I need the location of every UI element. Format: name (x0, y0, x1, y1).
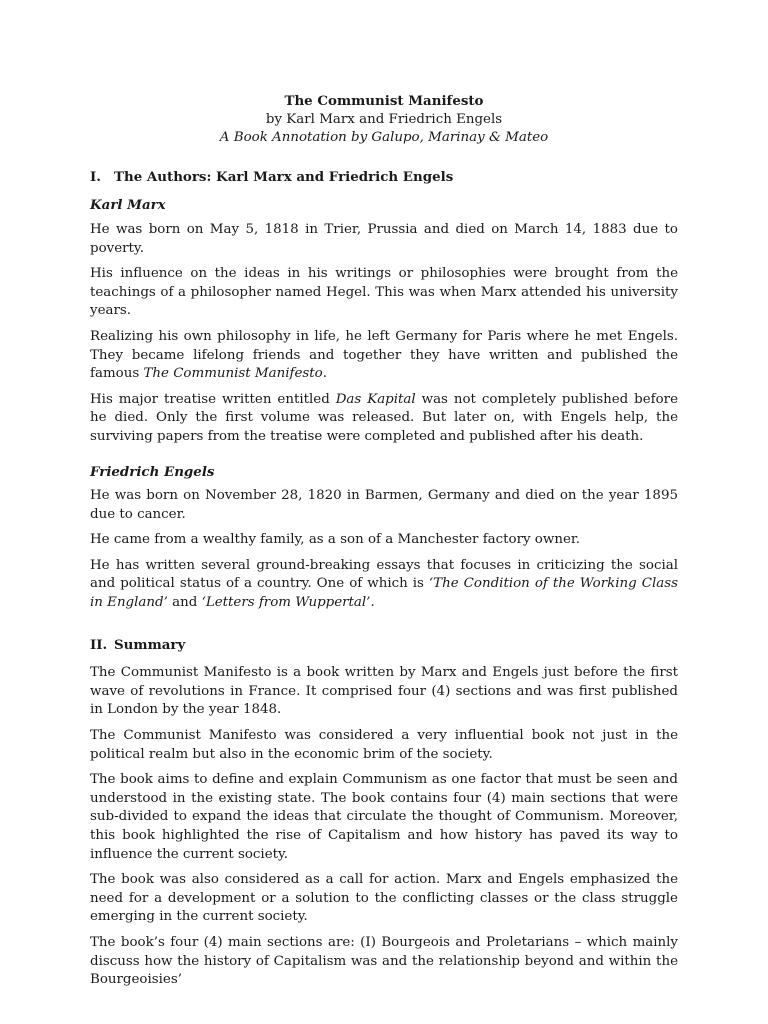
marx-p3-end: . (322, 366, 327, 382)
engels-p3-and: and (167, 595, 202, 611)
engels-subheading: Friedrich Engels (90, 463, 215, 480)
marx-p3-text: Realizing his own philosophy in life, he left Germany for Paris where he met Engels. They became lifelong friends and together they have written and published the famous (90, 328, 678, 382)
marx-p4-end: was not completely published before he died. Only the first volume was released. But later on, with Engels help, the surviving papers from the treatise were completed and published after his death. (90, 391, 678, 444)
marx-paragraph-1: He was born on May 5, 1818 in Trier, Prussia and died on March 14, 1883 due to poverty. (90, 221, 678, 256)
marx-p3-book-title: The Communist Manifesto (143, 366, 323, 382)
marx-p4-text: His major treatise written entitled (90, 391, 336, 407)
document-subtitle: by Karl Marx and Friedrich Engels (265, 111, 503, 127)
document-title: The Communist Manifesto (284, 93, 484, 109)
engels-paragraph-3 (90, 557, 678, 613)
section-1-number: I. (90, 168, 101, 185)
section-1-heading (90, 168, 678, 187)
summary-paragraph-1: The Communist Manifesto is a book written by Marx and Engels just before the first wave of revolutions in France. It comprised four (4) sections and was first published in London by the year 1848. (90, 665, 678, 718)
marx-p4-book-title: Das Kapital (335, 391, 416, 407)
section-2-title: Summary (114, 636, 186, 653)
marx-paragraph-2: His influence on the ideas in his writings or philosophies were brought from the teachings of a philosopher named Hegel. This was when Marx attended his university years. (90, 266, 678, 319)
engels-p3-essay-2: ‘Letters from Wuppertal’ (201, 595, 371, 611)
engels-p3-essay-1: ‘The Condition of the Working Class in England’ (90, 576, 678, 611)
marx-paragraph-4 (90, 391, 678, 447)
engels-paragraph-1: He was born on November 28, 1820 in Barmen, Germany and died on the year 1895 due to cancer. (90, 488, 678, 522)
section-1-title: The Authors: Karl Marx and Friedrich Engels (114, 168, 454, 185)
spacer (90, 454, 678, 463)
summary-paragraph-2: The Communist Manifesto was considered a very influential book not just in the political realm but also in the economic brim of the society. (90, 728, 678, 762)
summary-paragraph-3: The book aims to define and explain Communism as one factor that must be seen and understood in the existing state. The book contains four (4) main sections that were sub-divided to expand the ideas that circulate the thought of Communism. Moreover, this book highlighted the rise of Capitalism and how history has paved its way to influence the current society. (90, 772, 678, 862)
summary-paragraph-4: The book was also considered as a call for action. Marx and Engels emphasized the need for a development or a solution to the conflicting classes or the class struggle emerging in the current society. (90, 872, 678, 925)
marx-paragraph-3 (90, 328, 678, 384)
engels-p3-end: . (370, 595, 375, 611)
title-block (90, 92, 678, 148)
summary-paragraph-5: The book’s four (4) main sections are: (I) Bourgeois and Proletarians – which mainly discuss how the history of Capitalism was and the relationship beyond and within the Bourgeoisies’ (90, 934, 678, 988)
engels-paragraph-2: He came from a wealthy family, as a son of a Manchester factory owner. (90, 532, 581, 548)
document-annotation: A Book Annotation by Galupo, Marinay & Mateo (219, 130, 549, 146)
engels-p3-text: He has written several ground-breaking essays that focuses in criticizing the social and political status of a country. One of which is (90, 557, 678, 592)
section-2-heading (90, 636, 678, 655)
section-2-number: II. (90, 636, 108, 653)
spacer (90, 620, 678, 636)
marx-subheading: Karl Marx (90, 197, 166, 214)
